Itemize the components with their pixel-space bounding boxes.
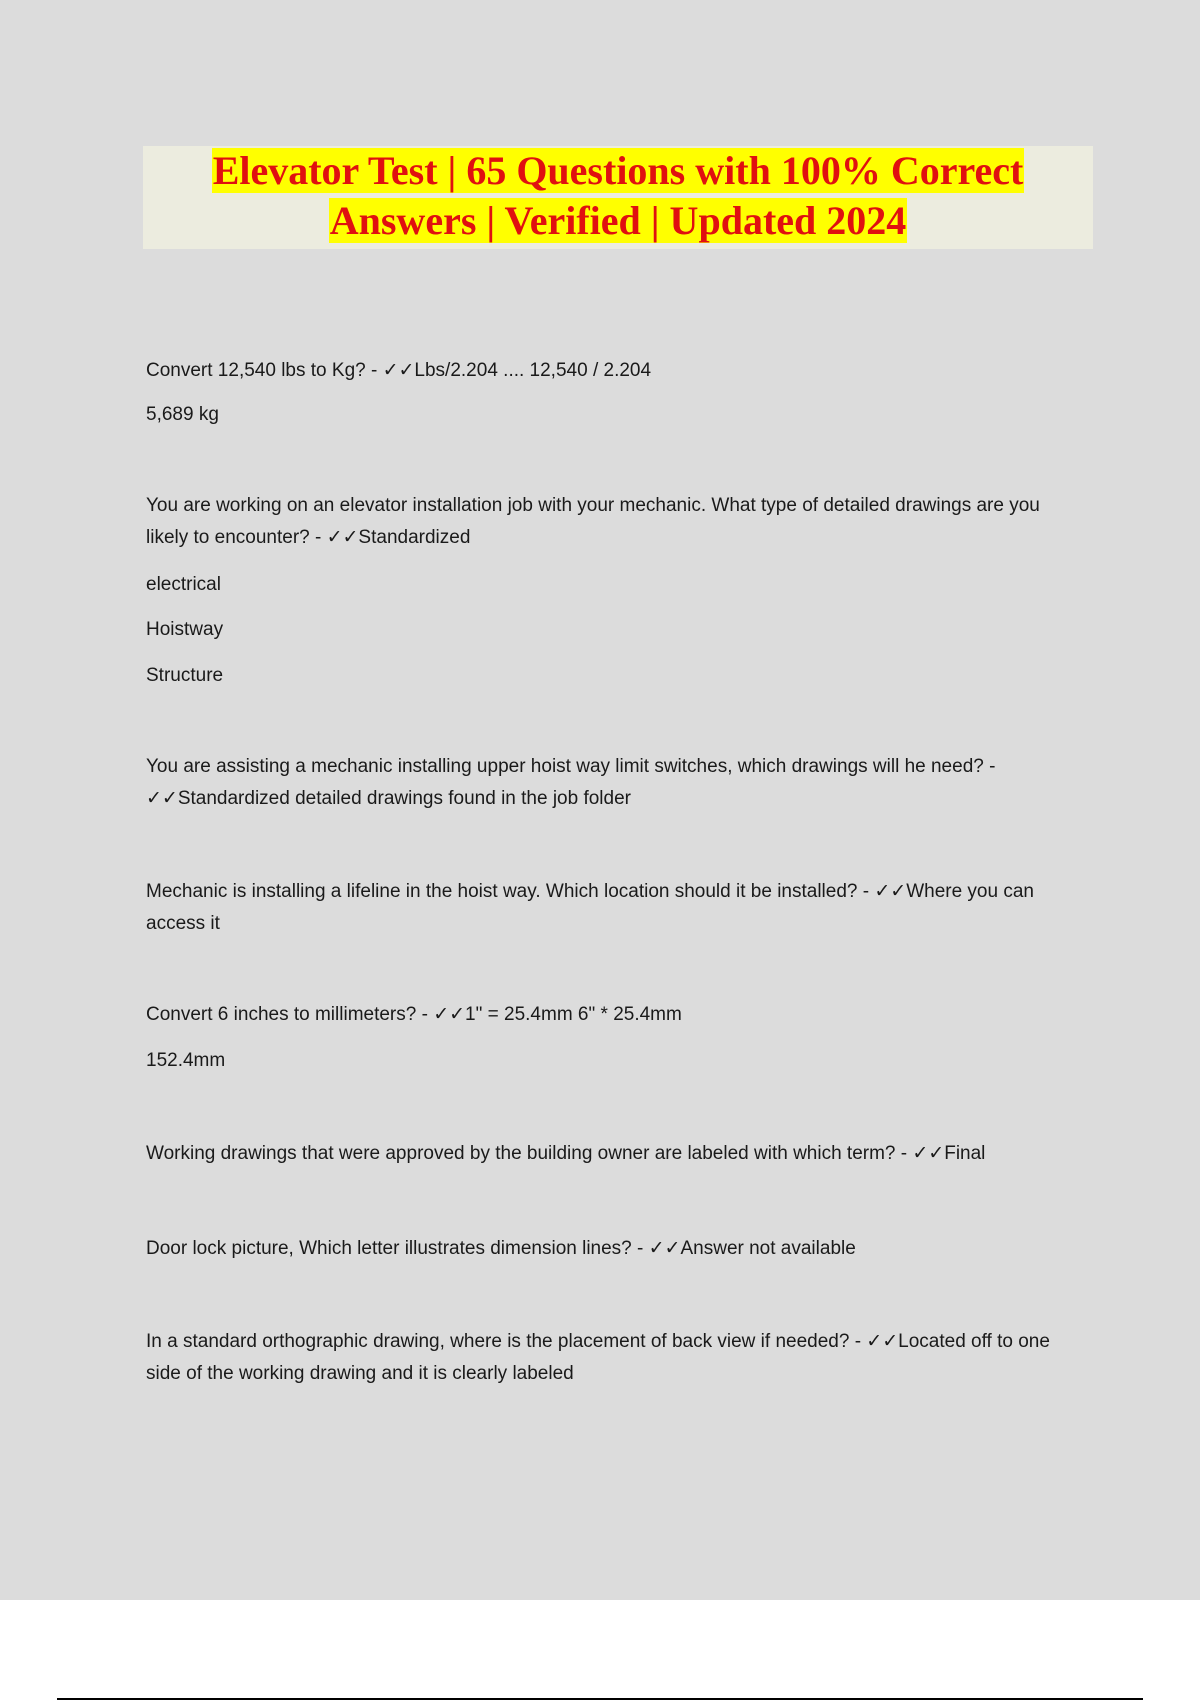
question-item: You are working on an elevator installation job with your mechanic. What type of detailed drawings are you likely to encounter? - ✓✓Standardized xyxy=(146,495,1040,548)
question-item: Convert 12,540 lbs to Kg? - ✓✓Lbs/2.204 .... 12,540 / 2.204 xyxy=(146,360,652,381)
question-item: Mechanic is installing a lifeline in the hoist way. Which location should it be installed? - ✓✓Where you can access it xyxy=(146,881,1034,934)
question-item: You are assisting a mechanic installing upper hoist way limit switches, which drawings will he need? - ✓✓Standardized detailed drawings found in the job folder xyxy=(146,756,996,809)
document-title-text-2: Answers | Verified | Updated 2024 xyxy=(329,198,907,243)
answer-line: Hoistway xyxy=(146,619,224,640)
question-item: Convert 6 inches to millimeters? - ✓✓1" = 25.4mm 6" * 25.4mm xyxy=(146,1004,682,1025)
answer-line: 152.4mm xyxy=(146,1050,226,1071)
question-item: Door lock picture, Which letter illustrates dimension lines? - ✓✓Answer not available xyxy=(146,1238,856,1259)
document-title-line-2 xyxy=(143,196,1093,246)
answer-line: 5,689 kg xyxy=(146,404,219,425)
question-item: In a standard orthographic drawing, where is the placement of back view if needed? - ✓✓Located off to one side of the working drawing and it is clearly labeled xyxy=(146,1331,1050,1384)
answer-line: electrical xyxy=(146,574,221,595)
title-banner xyxy=(143,146,1093,249)
answer-line: Structure xyxy=(146,665,224,686)
question-item: Working drawings that were approved by the building owner are labeled with which term? - ✓✓Final xyxy=(146,1143,986,1164)
document-title-text-1: Elevator Test | 65 Questions with 100% Correct xyxy=(212,148,1024,193)
document-title-line-1 xyxy=(143,146,1093,196)
